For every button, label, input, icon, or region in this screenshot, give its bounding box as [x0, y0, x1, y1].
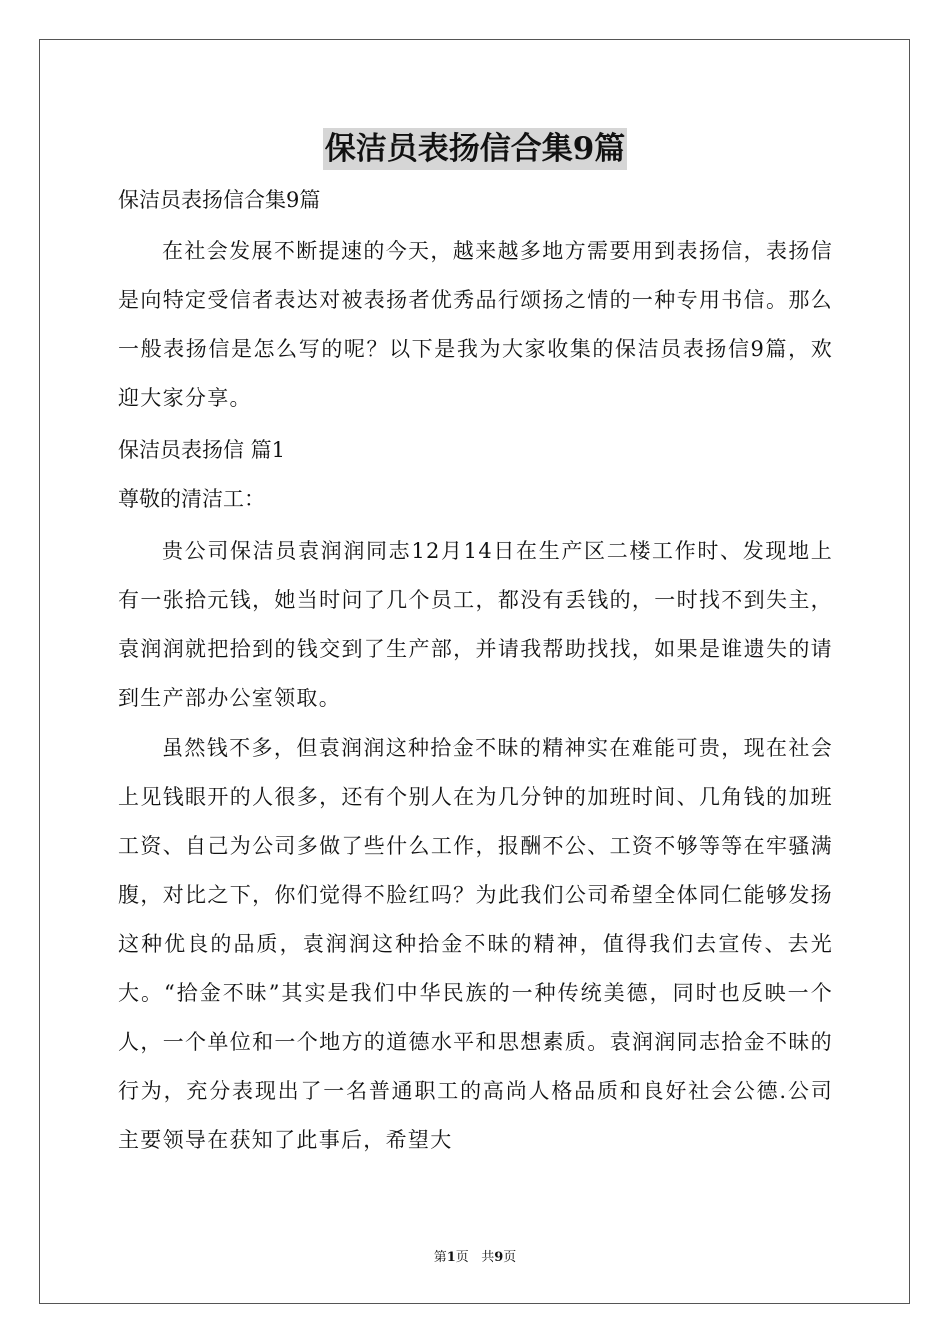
total-suffix: 页 — [503, 1250, 517, 1265]
page-number: 1 — [446, 1250, 456, 1265]
salutation: 尊敬的清洁工： — [118, 487, 265, 511]
page-footer — [0, 1246, 950, 1265]
body-paragraph-1: 贵公司保洁员袁润润同志12月14日在生产区二楼工作时、发现地上有一张拾元钱，她当时问了几个员工，都没有丢钱的，一时找不到失主，袁润润就把拾到的钱交到了生产部，并请我帮助找找，如果是谁遗失的请到生产部办公室领取。 — [118, 539, 833, 710]
document-title: 保洁员表扬信合集9篇 — [323, 128, 628, 170]
page-prefix: 第 — [433, 1250, 447, 1265]
section-heading: 保洁员表扬信 篇1 — [118, 438, 286, 462]
intro-paragraph: 在社会发展不断提速的今天，越来越多地方需要用到表扬信，表扬信是向特定受信者表达对被表扬者优秀品行颂扬之情的一种专用书信。那么一般表扬信是怎么写的呢？以下是我为大家收集的保洁员表扬信9篇，欢迎大家分享。 — [118, 239, 833, 410]
title-container — [0, 128, 950, 170]
page-suffix: 页 — [455, 1250, 469, 1265]
total-pages: 9 — [494, 1250, 504, 1265]
total-prefix: 共 — [481, 1250, 495, 1265]
body-paragraph-2: 虽然钱不多，但袁润润这种拾金不昧的精神实在难能可贵，现在社会上见钱眼开的人很多，还有个别人在为几分钟的加班时间、几角钱的加班工资、自己为公司多做了些什么工作，报酬不公、工资不够等等在牢骚满腹，对比之下，你们觉得不脸红吗？为此我们公司希望全体同仁能够发扬这种优良的品质，袁润润这种拾金不昧的精神，值得我们去宣传、去光大。“拾金不昧”其实是我们中华民族的一种传统美德，同时也反映一个人，一个单位和一个地方的道德水平和思想素质。袁润润同志拾金不昧的行为，充分表现出了一名普通职工的高尚人格品质和良好社会公德.公司主要领导在获知了此事后，希望大 — [118, 736, 833, 1152]
document-subtitle: 保洁员表扬信合集9篇 — [118, 188, 321, 212]
